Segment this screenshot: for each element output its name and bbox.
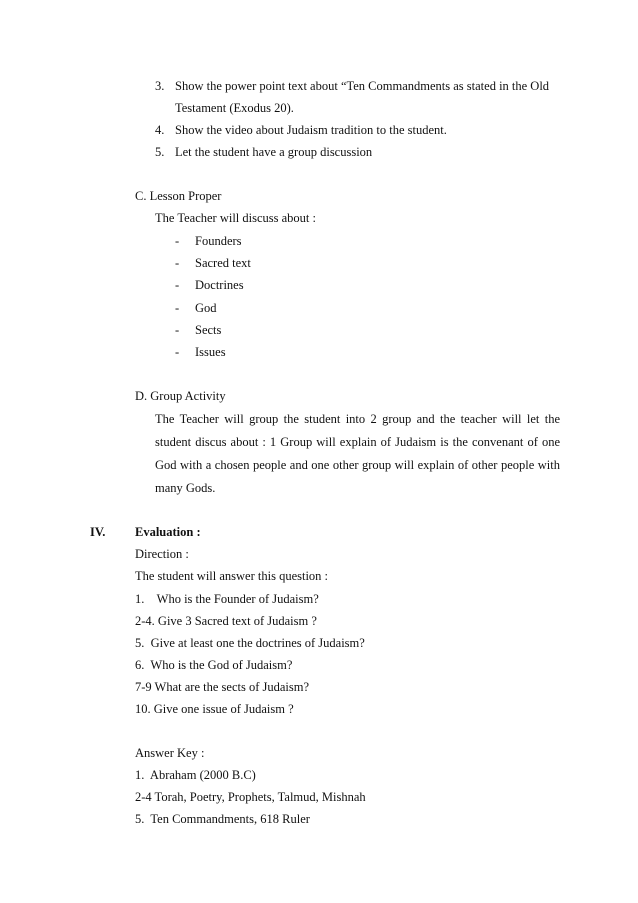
answer-key-heading: Answer Key :	[135, 746, 205, 760]
lesson-item: - Sacred text	[175, 256, 251, 270]
group-activity-heading: D. Group Activity	[135, 389, 226, 403]
evaluation-instruction: The student will answer this question :	[135, 569, 329, 583]
question-item: 7-9 What are the sects of Judaism?	[135, 680, 310, 694]
group-activity-text-line: many Gods.	[155, 481, 216, 495]
section-number: IV.	[90, 525, 106, 539]
lesson-item: - Sects	[175, 323, 222, 337]
evaluation-heading: Evaluation :	[135, 525, 201, 539]
question-item: 1. Who is the Founder of Judaism?	[135, 592, 319, 606]
lesson-item: - Doctrines	[175, 278, 244, 292]
step-5	[155, 144, 372, 160]
question-item: 5. Give at least one the doctrines of Judaism?	[135, 636, 365, 650]
question-item: 6. Who is the God of Judaism?	[135, 658, 293, 672]
step-3	[155, 78, 549, 94]
answer-item: 1. Abraham (2000 B.C)	[135, 768, 256, 782]
answer-item: 5. Ten Commandments, 618 Ruler	[135, 812, 310, 826]
step-number: 5.	[155, 145, 165, 159]
step-number: 3.	[155, 79, 165, 93]
answer-item: 2-4 Torah, Poetry, Prophets, Talmud, Mishnah	[135, 790, 366, 804]
evaluation-direction: Direction :	[135, 547, 189, 561]
step-text: Show the video about Judaism tradition to the student.	[175, 123, 447, 137]
question-item: 10. Give one issue of Judaism ?	[135, 702, 294, 716]
lesson-item: - God	[175, 301, 217, 315]
group-activity-text-line: God with a chosen people and one other group will explain of other people with	[155, 458, 560, 472]
step-text: Let the student have a group discussion	[175, 145, 373, 159]
group-activity-text-line: student discus about : 1 Group will explain of Judaism is the convenant of one	[155, 435, 560, 449]
lesson-item: - Issues	[175, 345, 226, 359]
lesson-proper-intro: The Teacher will discuss about :	[155, 211, 317, 225]
step-text: Show the power point text about “Ten Commandments as stated in the Old	[175, 79, 550, 93]
step-number: 4.	[155, 123, 165, 137]
lesson-proper-heading: C. Lesson Proper	[135, 189, 222, 203]
lesson-item: - Founders	[175, 234, 242, 248]
group-activity-text-line: The Teacher will group the student into 2 group and the teacher will let the	[155, 412, 560, 426]
question-item: 2-4. Give 3 Sacred text of Judaism ?	[135, 614, 317, 628]
step-4	[155, 122, 447, 138]
step-3-continuation: Testament (Exodus 20).	[175, 101, 294, 115]
